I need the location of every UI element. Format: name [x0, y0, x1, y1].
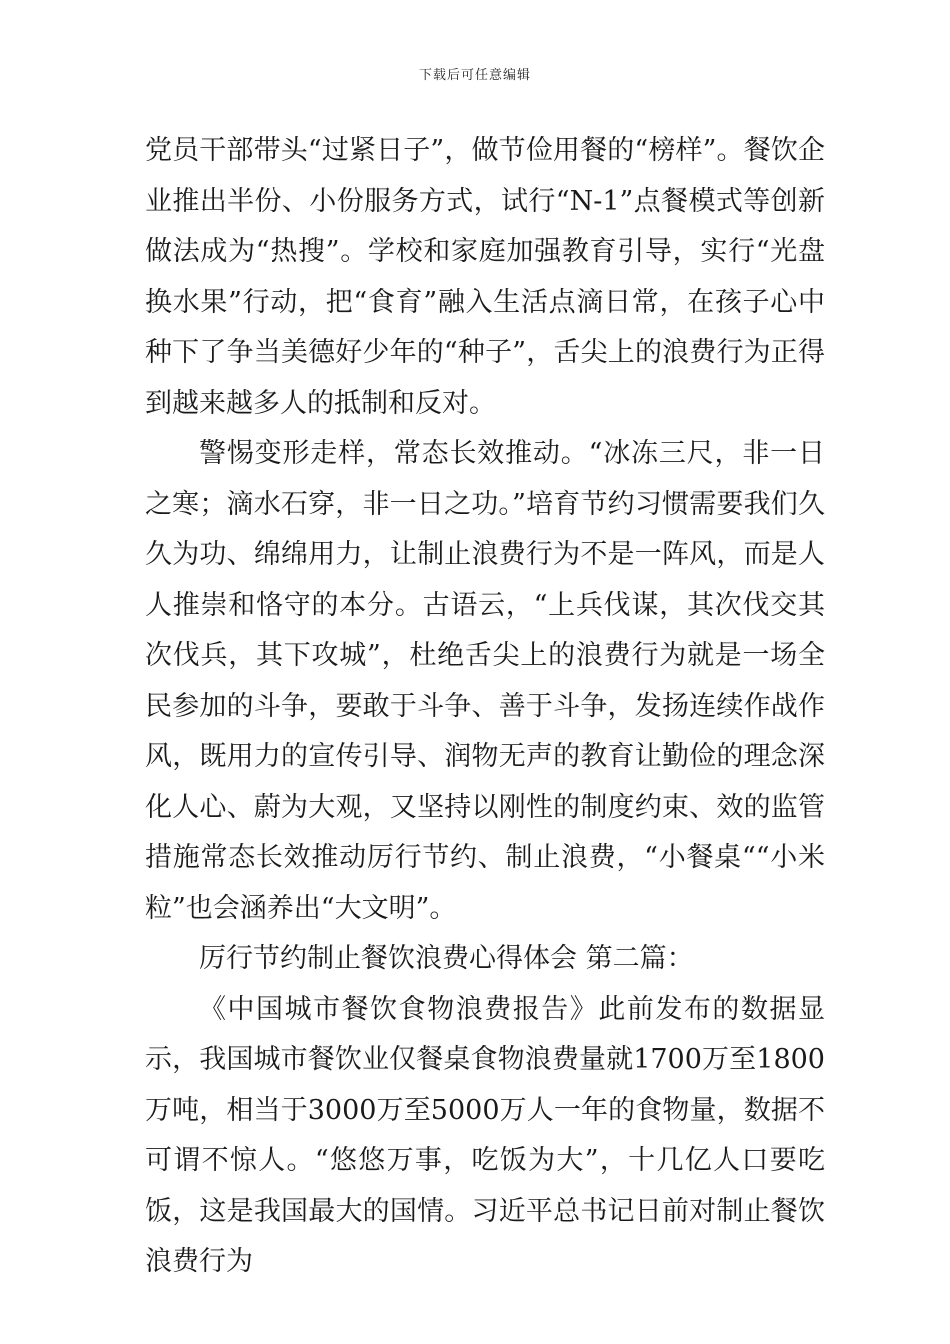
paragraph-1: 党员干部带头“过紧日子”，做节俭用餐的“榜样”。餐饮企业推出半份、小份服务方式，试行“N-1”点餐模式等创新做法成为“热搜”。学校和家庭加强教育引导，实行“光盘换水果”行动，把“食育”融入生活点滴日常，在孩子心中种下了争当美德好少年的“种子”，舌尖上的浪费行为正得到越来越多人的抵制和反对。 [145, 135, 825, 419]
section-heading: 厉行节约制止餐饮浪费心得体会 第二篇： [199, 943, 694, 974]
page-header: 下载后可任意编辑 [418, 68, 531, 83]
paragraph-3: 《中国城市餐饮食物浪费报告》此前发布的数据显示，我国城市餐饮业仅餐桌食物浪费量就1700万至1800万吨，相当于3000万至5000万人一年的食物量，数据不可谓不惊人。“悠悠万事，吃饭为大”，十几亿人口要吃饭，这是我国最大的国情。习近平总书记日前对制止餐饮浪费行为 [145, 993, 825, 1277]
paragraph-2: 警惕变形走样，常态长效推动。“冰冻三尺，非一日之寒；滴水石穿，非一日之功。”培育节约习惯需要我们久久为功、绵绵用力，让制止浪费行为不是一阵风，而是人人推崇和恪守的本分。古语云，“上兵伐谋，其次伐交其次伐兵，其下攻城”，杜绝舌尖上的浪费行为就是一场全民参加的斗争，要敢于斗争、善于斗争，发扬连续作战作风，既用力的宣传引导、润物无声的教育让勤俭的理念深化人心、蔚为大观，又坚持以刚性的制度约束、效的监管措施常态长效推动厉行节约、制止浪费，“小餐桌““小米粒”也会涵养出“大文明”。 [145, 438, 825, 924]
document-body [145, 126, 825, 1288]
